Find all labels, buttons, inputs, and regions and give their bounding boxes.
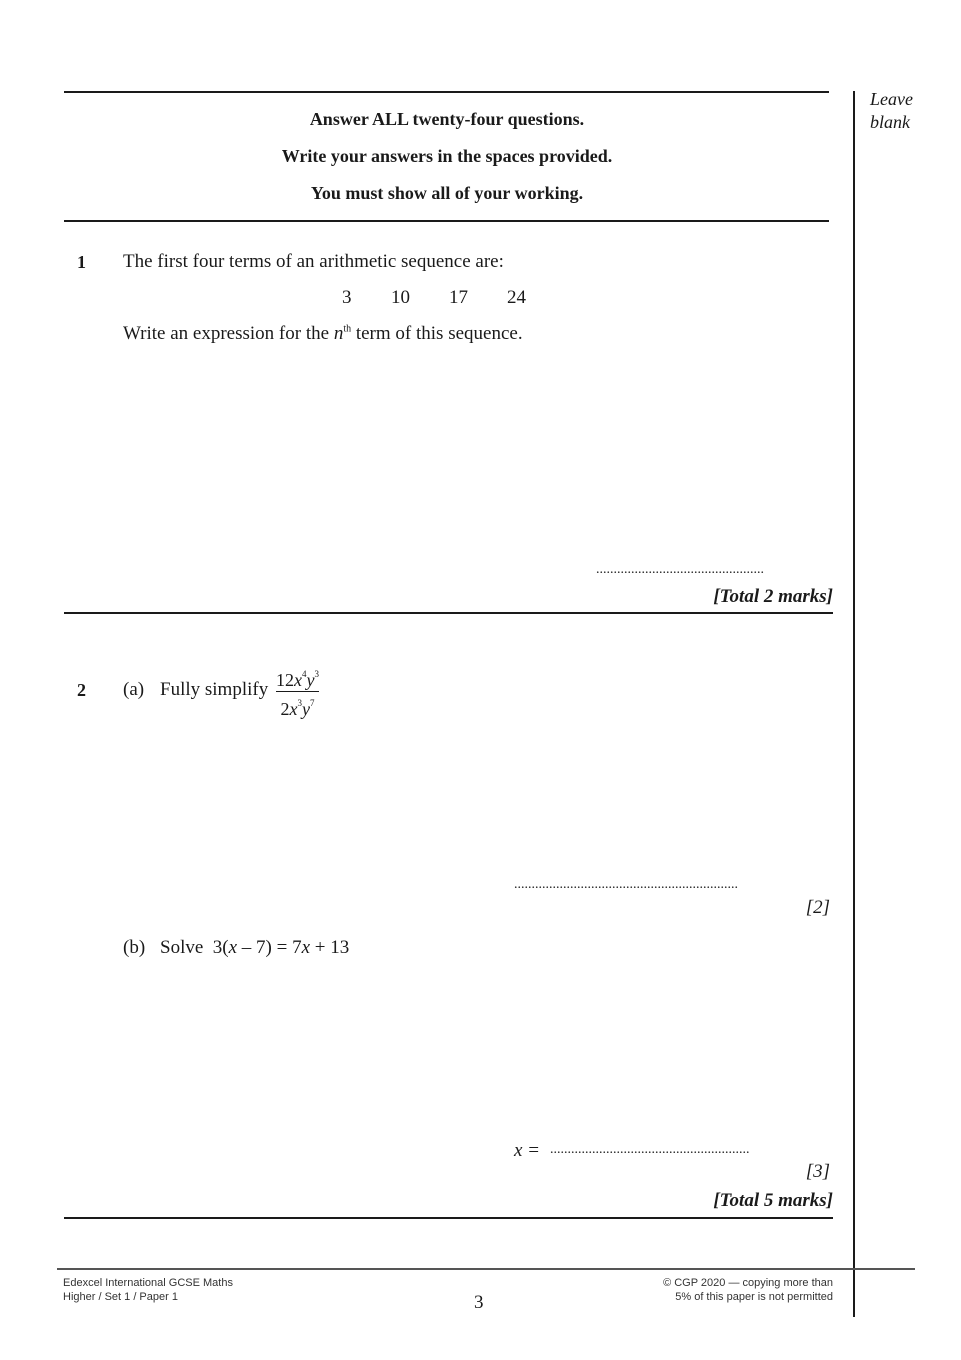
question-2a-text: Fully simplify — [160, 679, 269, 700]
question-2-number: 2 — [77, 680, 86, 700]
question-2-total-marks: [Total 5 marks] — [713, 1190, 833, 1211]
question-2a-marks: [2] — [805, 897, 830, 918]
den-y-exp: 7 — [310, 698, 315, 708]
header-top-rule — [64, 91, 829, 93]
fraction-numerator — [276, 664, 319, 690]
den-x-exp: 3 — [297, 698, 302, 708]
footer-paper: Higher / Set 1 / Paper 1 — [63, 1291, 178, 1303]
num-y-exp: 3 — [314, 669, 319, 679]
instruction-show-working: You must show all of your working. — [310, 183, 584, 203]
footer-copying-notice: 5% of this paper is not permitted — [675, 1291, 833, 1303]
leave-label: Leave — [870, 89, 913, 109]
fraction-denominator — [276, 693, 319, 719]
prompt-sup: th — [343, 323, 352, 335]
page-number: 3 — [474, 1292, 484, 1313]
margin-rule — [853, 91, 855, 1317]
question-2a-answer-line[interactable]: ................................................................ — [514, 877, 738, 892]
sequence-term: 24 — [507, 287, 526, 308]
footer-board: Edexcel International GCSE Maths — [63, 1277, 233, 1289]
eq-part: – 7) = 7 — [237, 937, 302, 958]
eq-part: + 13 — [310, 937, 350, 958]
question-1-prompt — [123, 323, 523, 345]
den-coef: 2 — [280, 699, 290, 719]
blank-label: blank — [870, 112, 910, 132]
question-1-total-marks: [Total 2 marks] — [713, 586, 833, 607]
prompt-after: term of this sequence. — [351, 323, 523, 344]
question-2a-fraction — [276, 664, 319, 719]
question-2b-answer-prefix: x = — [514, 1140, 545, 1161]
sequence-term: 3 — [342, 287, 352, 308]
instruction-write-answers: Write your answers in the spaces provided. — [281, 146, 613, 166]
eq-part: Solve 3( — [160, 937, 229, 958]
question-2b-text — [160, 937, 349, 959]
prompt-before: Write an expression for the — [123, 323, 334, 344]
question-2-end-rule — [64, 1217, 833, 1219]
footer-copyright: © CGP 2020 — copying more than — [663, 1277, 833, 1289]
num-y: y — [306, 670, 315, 690]
eq-var: x — [301, 937, 311, 958]
question-1-intro: The first four terms of an arithmetic sequence are: — [123, 251, 504, 272]
question-2b-label: (b) — [123, 937, 146, 958]
sequence-term: 17 — [449, 287, 468, 308]
num-coef: 12 — [276, 670, 294, 690]
num-x-exp: 4 — [302, 669, 307, 679]
leave-blank-label — [870, 88, 913, 134]
question-2b-marks: [3] — [805, 1161, 830, 1182]
footer-right — [663, 1276, 833, 1304]
question-1-number: 1 — [77, 252, 86, 272]
header-bottom-rule — [64, 220, 829, 222]
fraction-bar — [276, 691, 319, 692]
footer-rule — [57, 1268, 915, 1270]
sequence-term: 10 — [391, 287, 410, 308]
instruction-answer-all: Answer ALL twenty-four questions. — [309, 109, 585, 129]
question-1-end-rule — [64, 612, 833, 614]
footer-left — [63, 1276, 233, 1304]
den-y: y — [302, 699, 310, 719]
eq-var: x — [228, 937, 238, 958]
question-2a-label: (a) — [123, 679, 145, 700]
prompt-var: n — [333, 323, 344, 344]
num-x: x — [294, 670, 302, 690]
den-x: x — [289, 699, 298, 719]
question-2b-answer-line[interactable]: ......................................................... — [550, 1142, 750, 1157]
question-1-answer-line[interactable]: ................................................ — [596, 562, 764, 577]
